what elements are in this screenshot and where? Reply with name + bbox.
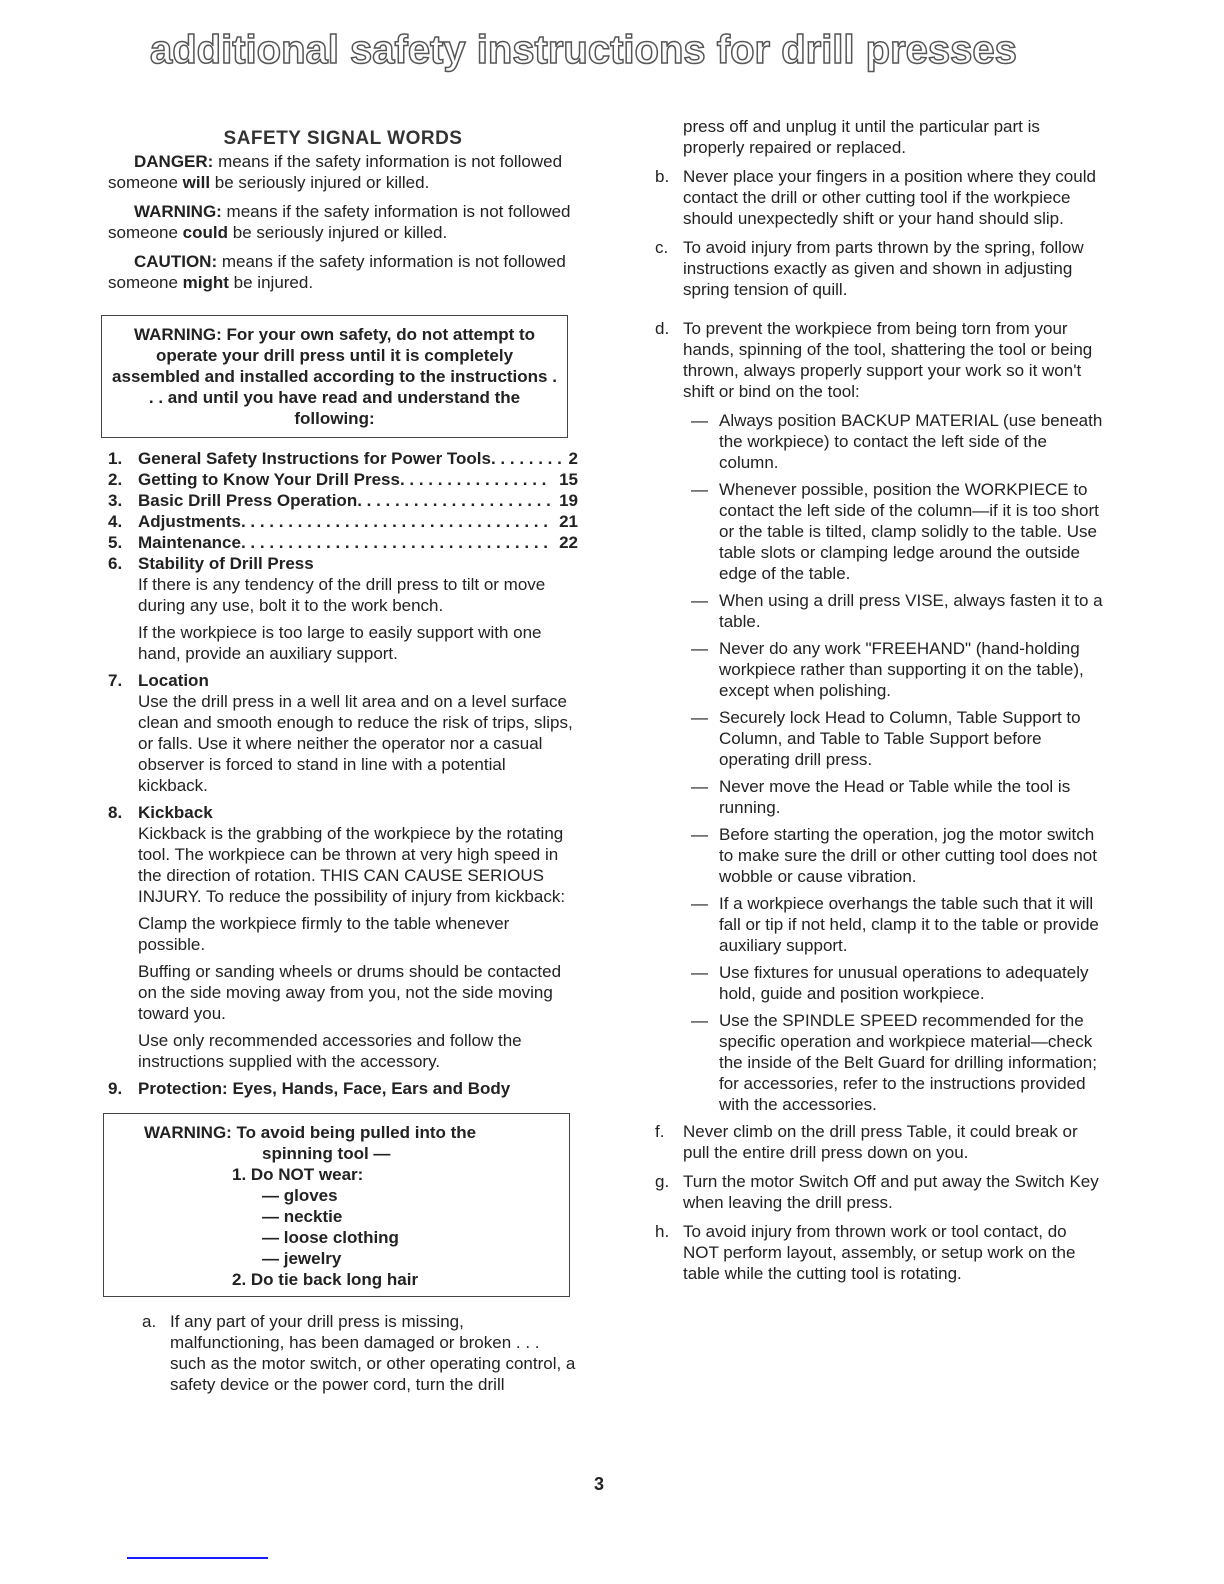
toc-label: General Safety Instructions for Power Tools	[138, 449, 491, 468]
item-number: 9.	[108, 1079, 123, 1098]
leader-dots: . . . . . . . . . . . . . . . .	[399, 470, 547, 489]
toc-page: 19	[559, 491, 578, 510]
toc-item	[108, 511, 578, 532]
item-number: 7.	[108, 671, 123, 690]
sublist-item	[691, 962, 1105, 1004]
toc-list	[108, 448, 578, 1099]
leader-dots: . . . . . . . . . . . . . . . . . . . . . . . . . . . . . . . . .	[240, 533, 548, 552]
section-title: Kickback	[138, 803, 213, 822]
sublist-item	[691, 824, 1105, 887]
leader-dots: . . . . . . . . . . . . . . . . . . . . . . . . . . . . . . . . .	[240, 512, 548, 531]
emphasis: might	[182, 273, 229, 292]
warning-line: 2. Do tie back long hair	[232, 1270, 419, 1289]
paragraph: Use the drill press in a well lit area and on a level surface clean and smooth enough to reduce the risk of trips, slips, or falls. Use it where neither the operator nor a casual observer is forced to stand in line with a potential kickback.	[138, 692, 573, 795]
dash: —	[691, 1011, 708, 1030]
item-letter: d.	[655, 319, 670, 338]
text: means if the safety information is not followed someone	[108, 152, 563, 192]
warning-item: — necktie	[262, 1207, 343, 1226]
sublist-item	[691, 590, 1105, 632]
section-title: Protection: Eyes, Hands, Face, Ears and Body	[138, 1079, 511, 1098]
sublist-item	[691, 479, 1105, 584]
paragraph: Buffing or sanding wheels or drums should be contacted on the side moving away from you, not the side moving toward you.	[138, 962, 562, 1023]
item-text: To avoid injury from parts thrown by the spring, follow instructions exactly as given and shown in adjusting spring tension of quill.	[683, 238, 1084, 299]
dash: —	[691, 963, 708, 982]
leader-dots: . . . . . . . .	[490, 449, 562, 468]
item-text: Never climb on the drill press Table, it could break or pull the entire drill press down on you.	[683, 1122, 1078, 1162]
warning-box-assembly: WARNING: For your own safety, do not attempt to operate your drill press until it is completely assembled and installed according to the instructions . . . and until you have read and understand the following:	[101, 315, 568, 438]
item-g	[655, 1171, 1105, 1213]
item-d	[655, 318, 1105, 402]
section-heading	[108, 1078, 578, 1099]
item-letter: h.	[655, 1222, 670, 1241]
item-text: Securely lock Head to Column, Table Support to Column, and Table to Table Support before operating drill press.	[719, 708, 1081, 769]
caution-definition	[108, 251, 578, 293]
danger-definition	[108, 151, 578, 193]
item-text: Turn the motor Switch Off and put away the Switch Key when leaving the drill press.	[683, 1172, 1099, 1212]
dash: —	[691, 825, 708, 844]
dash: —	[691, 591, 708, 610]
item-text: Always position BACKUP MATERIAL (use beneath the workpiece) to contact the left side of the column.	[719, 411, 1103, 472]
toc-label: Getting to Know Your Drill Press	[138, 470, 400, 489]
signal-words-heading: SAFETY SIGNAL WORDS	[223, 128, 463, 149]
warning-box-pulled-in	[103, 1113, 570, 1297]
item-text: If any part of your drill press is missing, malfunctioning, has been damaged or broken . . . such as the motor switch, or other operating control, a safety device or the power cord, turn the drill	[170, 1312, 576, 1394]
toc-item	[108, 490, 578, 511]
dash: —	[691, 894, 708, 913]
sublist-item	[691, 638, 1105, 701]
text: be injured.	[228, 273, 314, 292]
dash: —	[691, 639, 708, 658]
warning-item: — jewelry	[262, 1249, 342, 1268]
item-number: 2.	[108, 470, 123, 489]
paragraph: Use only recommended accessories and follow the instructions supplied with the accessory.	[138, 1031, 522, 1071]
warning-line: 1. Do NOT wear:	[232, 1165, 364, 1184]
page-number: 3	[594, 1474, 605, 1494]
right-column	[655, 116, 1105, 1292]
toc-item	[108, 448, 578, 469]
section-title: Stability of Drill Press	[138, 554, 314, 573]
item-number: 4.	[108, 512, 123, 531]
warning-item: — gloves	[262, 1186, 338, 1205]
warning-line: spinning tool —	[262, 1144, 391, 1163]
item-letter: c.	[655, 238, 669, 257]
item-text: Use the SPINDLE SPEED recommended for the specific operation and workpiece material—check the inside of the Belt Guard for drilling information; for accessories, refer to the instructions provided with the accessories.	[719, 1011, 1097, 1114]
item-a-continued: press off and unplug it until the particular part is properly repaired or replaced.	[683, 117, 1040, 157]
item-d-sublist	[683, 410, 1105, 1115]
section-heading	[108, 802, 578, 823]
warning-label: WARNING:	[134, 202, 222, 221]
text: means if the safety information is not followed someone	[108, 202, 571, 242]
item-b	[655, 166, 1105, 229]
caution-label: CAUTION:	[134, 252, 218, 271]
item-text: To avoid injury from thrown work or tool contact, do NOT perform layout, assembly, or setup work on the table while the cutting tool is rotating.	[683, 1222, 1076, 1283]
item-text: To prevent the workpiece from being torn from your hands, spinning of the tool, shattering the tool or being thrown, always properly support your work so it won't shift or bind on the tool:	[683, 319, 1093, 401]
toc-page: 21	[559, 512, 578, 531]
item-f	[655, 1121, 1105, 1163]
paragraph: If the workpiece is too large to easily support with one hand, provide an auxiliary support.	[138, 623, 542, 663]
item-letter: b.	[655, 167, 670, 186]
leader-dots: . . . . . . . . . . . . . . . . . . . . .	[357, 491, 551, 510]
item-text: Whenever possible, position the WORKPIECE to contact the left side of the column—if it is too short or the table is tilted, clamp solidly to the table. Use table slots or clamping ledge around the outside edge of the table.	[719, 480, 1099, 583]
toc-label: Maintenance	[138, 533, 241, 552]
text: be seriously injured or killed.	[228, 223, 448, 242]
paragraph: Clamp the workpiece firmly to the table whenever possible.	[138, 914, 510, 954]
item-text: Never do any work "FREEHAND" (hand-holding workpiece rather than supporting it on the table), except when polishing.	[719, 639, 1084, 700]
item-h	[655, 1221, 1105, 1284]
toc-item	[108, 469, 578, 490]
section-heading	[108, 553, 578, 574]
dash: —	[691, 708, 708, 727]
item-text: Use fixtures for unusual operations to adequately hold, guide and position workpiece.	[719, 963, 1089, 1003]
item-text: Never place your fingers in a position where they could contact the drill or other cutting tool if the workpiece should unexpectedly shift or your hand should slip.	[683, 167, 1096, 228]
item-text: Before starting the operation, jog the motor switch to make sure the drill or other cutting tool does not wobble or cause vibration.	[719, 825, 1097, 886]
toc-label: Adjustments	[138, 512, 241, 531]
toc-page: 22	[559, 533, 578, 552]
warning-definition	[108, 201, 578, 243]
item-number: 5.	[108, 533, 123, 552]
item-c	[655, 237, 1105, 300]
item-letter: a.	[142, 1312, 157, 1331]
dash: —	[691, 480, 708, 499]
dash: —	[691, 411, 708, 430]
toc-label: Basic Drill Press Operation	[138, 491, 358, 510]
item-letter: g.	[655, 1172, 670, 1191]
toc-page: 15	[559, 470, 578, 489]
emphasis: will	[182, 173, 211, 192]
warning-line: WARNING: To avoid being pulled into the	[144, 1123, 477, 1142]
item-text: When using a drill press VISE, always fasten it to a table.	[719, 591, 1103, 631]
item-number: 8.	[108, 803, 123, 822]
item-number: 3.	[108, 491, 123, 510]
sublist-item	[691, 893, 1105, 956]
blue-rule	[127, 1557, 268, 1559]
danger-label: DANGER:	[134, 152, 214, 171]
section-heading	[108, 670, 578, 691]
text: means if the safety information is not followed someone	[108, 252, 566, 292]
page-title: additional safety instructions for drill presses	[150, 28, 1017, 72]
warning-item: — loose clothing	[262, 1228, 399, 1247]
item-letter: f.	[655, 1122, 665, 1141]
dash: —	[691, 777, 708, 796]
paragraph: If there is any tendency of the drill press to tilt or move during any use, bolt it to the work bench.	[138, 575, 546, 615]
sublist-item	[691, 707, 1105, 770]
toc-item	[108, 532, 578, 553]
item-a	[142, 1311, 578, 1395]
sublist-item	[691, 410, 1105, 473]
text: be seriously injured or killed.	[210, 173, 430, 192]
item-text: If a workpiece overhangs the table such that it will fall or tip if not held, clamp it to the table or provide auxiliary support.	[719, 894, 1099, 955]
emphasis: could	[182, 223, 229, 242]
sublist-item	[691, 1010, 1105, 1115]
item-number: 1.	[108, 449, 123, 468]
paragraph: Kickback is the grabbing of the workpiece by the rotating tool. The workpiece can be thrown at very high speed in the direction of rotation. THIS CAN CAUSE SERIOUS INJURY. To reduce the possibility of injury from kickback:	[138, 824, 566, 906]
section-title: Location	[138, 671, 209, 690]
left-column	[108, 128, 578, 1403]
item-number: 6.	[108, 554, 123, 573]
toc-page: 2	[568, 449, 578, 468]
item-text: Never move the Head or Table while the tool is running.	[719, 777, 1071, 817]
sublist-item	[691, 776, 1105, 818]
